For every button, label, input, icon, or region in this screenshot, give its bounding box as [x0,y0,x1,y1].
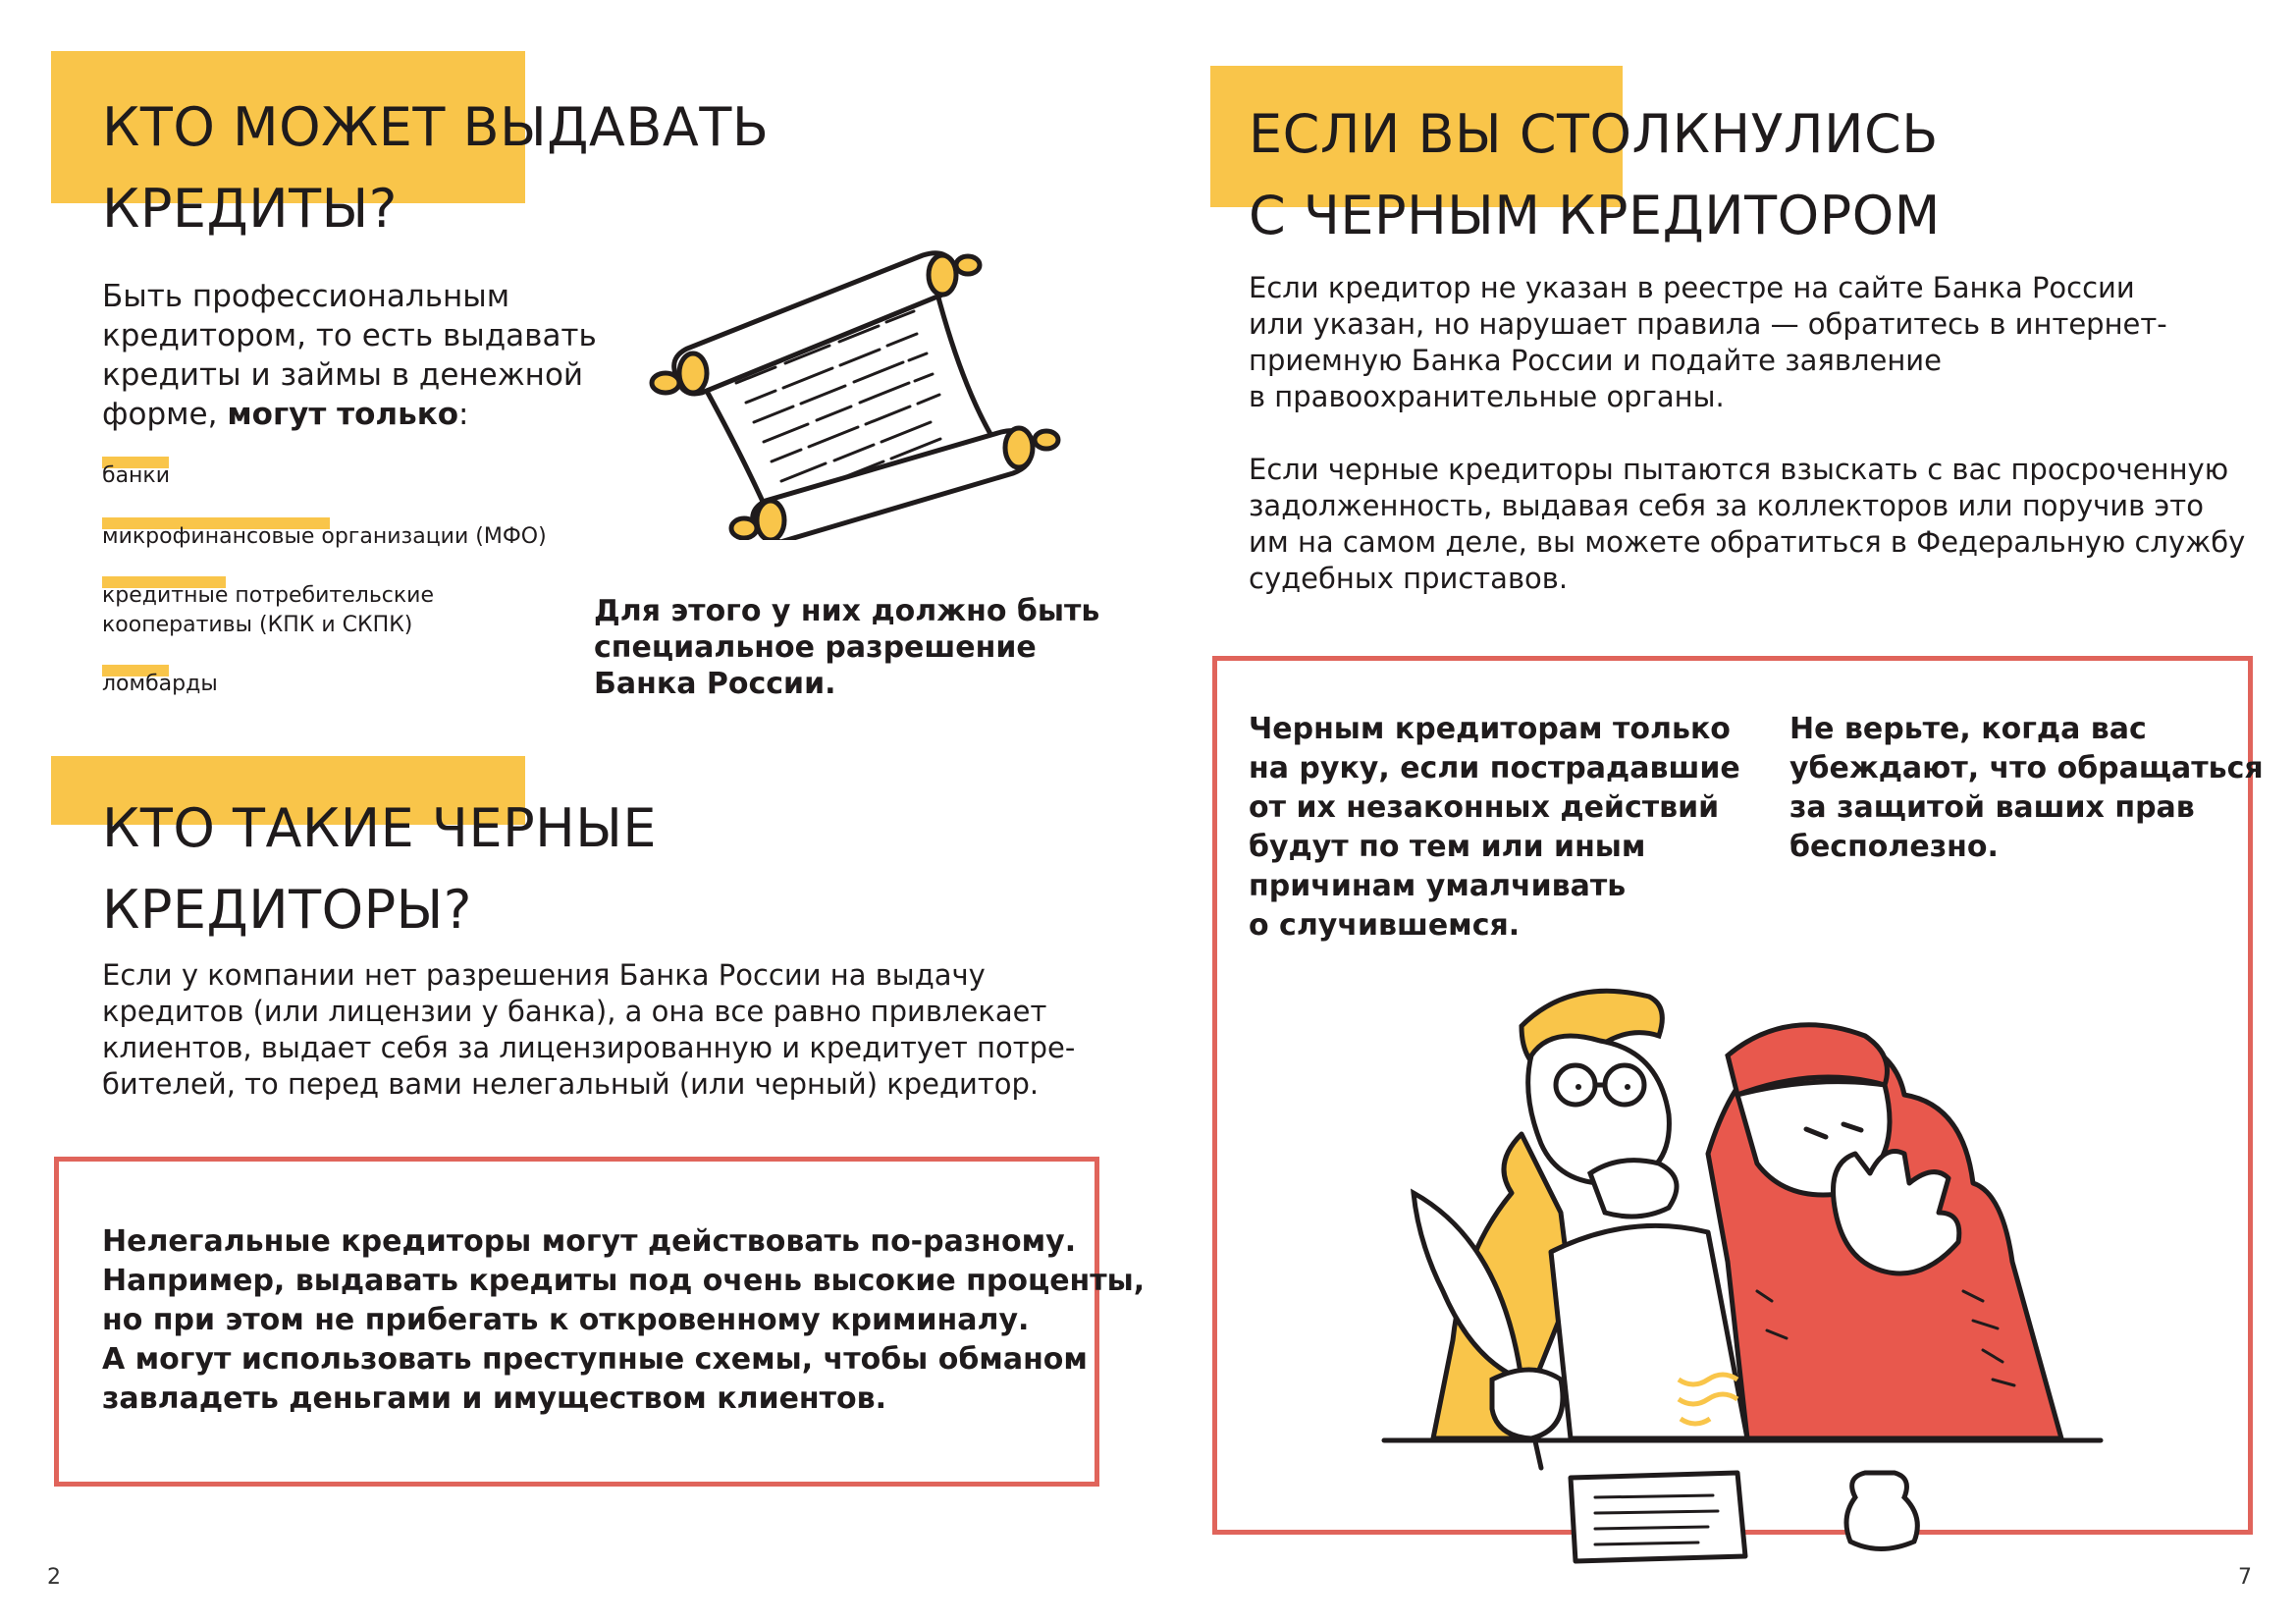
text-line: кредитором, то есть выдавать [102,318,597,353]
text-line: кредиты и займы в денежной [102,357,584,393]
text-line: специальное разрешение [594,630,1037,665]
text-line: приемную Банка России и подайте заявление [1249,344,1942,377]
people-reading-document-illustration [1374,967,2120,1596]
list-item-text: банки [102,463,171,488]
title-line: КТО ТАКИЕ ЧЕРНЫЕ [102,797,658,859]
title-line: КТО МОЖЕТ ВЫДАВАТЬ [102,96,770,158]
advice-column-2 [1789,710,2264,867]
text-line: причинам умалчивать [1249,869,1627,903]
list-item-text: кооперативы (КПК и СКПК) [102,613,413,637]
text-line: клиентов, выдает себя за лицензированную и кредитует потре- [102,1031,1076,1064]
text-line: Нелегальные кредиторы могут действовать по-разному. [102,1224,1077,1259]
text-line: в правоохранительные органы. [1249,380,1725,413]
section-title-who-can-lend [102,86,769,249]
title-line: КРЕДИТОРЫ? [102,879,472,941]
text-line: Быть профессиональным [102,279,510,314]
text-line: от их незаконных действий [1249,790,1720,825]
text-line: убеждают, что обращаться [1789,751,2264,785]
emphasis-text: могут только [227,397,459,432]
list-item [102,461,170,491]
page-number: 2 [47,1565,61,1590]
text-line: за защитой ваших прав [1789,790,2195,825]
text-line: о случившемся. [1249,908,1521,943]
text-line: Если у компании нет разрешения Банка России на выдачу [102,958,986,992]
text-line: или указан, но нарушает правила — обратитесь в интернет- [1249,307,2167,341]
text-line [102,395,597,434]
advice-column-1 [1249,710,1740,946]
list-item [102,522,547,552]
section-title-black-lenders [102,787,657,950]
text-line: бесполезно. [1789,830,1999,864]
text-fragment: форме, [102,397,228,432]
list-item-text: микрофинансовые организации (МФО) [102,524,547,549]
black-lender-definition [102,957,1075,1103]
text-line: Если кредитор не указан в реестре на сайте Банка России [1249,271,2135,304]
text-line: но при этом не прибегать к откровенному криминалу. [102,1303,1030,1337]
text-line: Черным кредиторам только [1249,712,1731,746]
license-note [594,593,1099,702]
list-item [102,670,218,699]
list-item [102,581,434,640]
text-line: им на самом деле, вы можете обратиться в Федеральную службу [1249,525,2246,559]
title-line: КРЕДИТЫ? [102,178,398,240]
text-line: Например, выдавать кредиты под очень высокие проценты, [102,1264,1146,1298]
scroll-illustration [609,236,1099,540]
text-line: Если черные кредиторы пытаются взыскать с вас просроченную [1249,453,2229,486]
text-line: на руку, если пострадавшие [1249,751,1740,785]
warning-box-text [102,1222,1145,1419]
title-line: ЕСЛИ ВЫ СТОЛКНУЛИСЬ [1249,103,1939,165]
report-instructions [1249,270,2167,415]
title-line: С ЧЕРНЫМ КРЕДИТОРОМ [1249,185,1941,246]
text-line: задолженность, выдавая себя за коллекторов или поручив это [1249,489,2204,522]
text-line: Для этого у них должно быть [594,594,1100,628]
intro-paragraph [102,277,597,434]
text-line: Не верьте, когда вас [1789,712,2147,746]
page-number: 7 [2238,1565,2252,1590]
text-line: завладеть деньгами и имуществом клиентов. [102,1381,887,1416]
list-item-text: кредитные потребительские [102,583,435,608]
text-fragment: : [458,397,469,432]
text-line: А могут использовать преступные схемы, чтобы обманом [102,1342,1088,1377]
text-line: будут по тем или иным [1249,830,1646,864]
list-item-text: ломбарды [102,672,218,696]
bailiff-instructions [1249,452,2245,597]
text-line: судебных приставов. [1249,562,1569,595]
text-line: бителей, то перед вами нелегальный (или черный) кредитор. [102,1067,1040,1101]
text-line: кредитов (или лицензии у банка), а она все равно привлекает [102,995,1047,1028]
section-title-if-you-faced [1249,93,1941,256]
text-line: Банка России. [594,667,836,701]
